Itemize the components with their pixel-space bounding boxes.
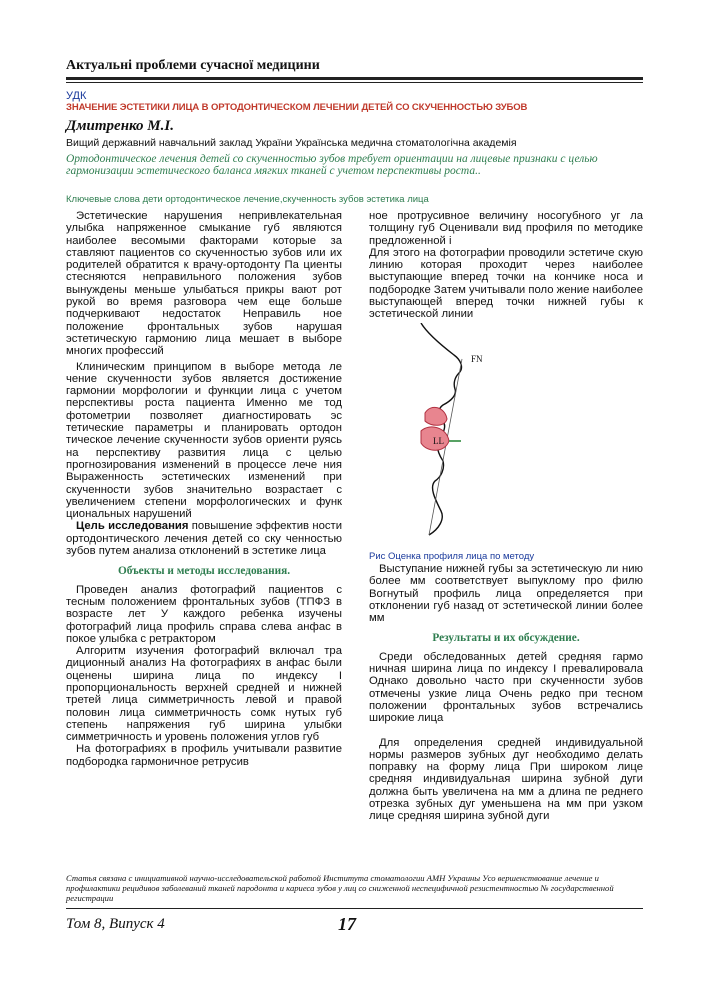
face-profile-drawing <box>369 323 643 551</box>
paragraph-clinical: Клиническим принципом в выборе метода ле чение скученности зубов является достижение гармонии морфологии и функции лица с учетом перспективы роста пациента Именно ме тод фотометрии позволяет диагностировать эс тетические параметры и планировать ортодон тическое лечение скученности зубов ориенти руясь на перспективу развития лица с целью прогнозирования изменений в процессе лече ния Выраженность эстетических изменений при скученности зубов значительно возрастает с увеличением степени морфологических и функ циональных нарушений <box>66 360 342 521</box>
section-heading-results: Результаты и их обсуждение. <box>432 632 580 645</box>
journal-header: Актуальні проблеми сучасної медицини <box>66 58 320 73</box>
section-heading-methods: Объекты и методы исследования. <box>117 565 291 578</box>
upper-lip-shape <box>425 407 447 425</box>
paragraph-lip-protrusion: Выступание нижней губы за эстетическую ли нию более мм соответствует выпуклому про филю Вогнутый профиль лица определяется при отклонении губ назад от эстетической линии более мм <box>369 562 643 625</box>
footer-rule <box>66 908 643 909</box>
figure-caption: Рис Оценка профиля лица по методу <box>369 550 535 562</box>
keywords: Ключевые слова дети ортодонтическое лечение,скученность зубов эстетика лица <box>66 194 429 205</box>
paragraph-profile: На фотографиях в профиль учитывали развитие подбородка гармоничное ретрусив <box>66 743 342 768</box>
paragraph-algorithm: Алгоритм изучения фотографий включал тра диционный анализ На фотографиях в анфас были оценены ширина лица по индексу І пропорциональность верхней средней и нижней третей лица симметричность левой и правой половин лица симметричность сомк нутых губ степень напряжения губ ширина улыбки симметричность и уровень положения углов губ <box>66 645 342 744</box>
left-column <box>66 210 342 768</box>
page-number: 17 <box>338 914 356 934</box>
paragraph-results: Среди обследованных детей средняя гармо ничная ширина лица по индексу І превалировала Однако довольно часто при скученности зубов отмечены узкие лица Очень редко при тесном положении фронтальных зубов встречались широкие лица <box>369 650 643 725</box>
abstract: Ортодонтическое лечения детей со скученностью зубов требует ориентации на лицевые признаки с целью гармонизации эстетического баланса мягких тканей с учетом перспективы роста.. <box>66 153 598 177</box>
header-rule-thin <box>66 82 643 83</box>
paragraph-goal <box>66 520 342 557</box>
paragraph-photos: Проведен анализ фотографий пациентов с тесным положением фронтальных зубов (ТПФЗ в возрасте лет У каждого ребенка изучены фотографий лица профиль справа слева анфас в покое улыбка с ретрактором <box>66 583 342 645</box>
paragraph-profile-cont: ное протрусивное величину носогубного уг ла толщину губ Оценивали вид профиля по методике предложенной і <box>369 210 643 247</box>
footnote: Статья связана с инициативной научно-исследовательской работой Института стоматологии АМН Украины Усо вершенствование лечение и профилактики рецидивов заболеваний тканей пародонта и кариеса зубов у лиц со сниженной неспецифичной резистентностью № государственной регистрации <box>66 873 614 903</box>
affiliation: Вищий державний навчальний заклад України Українська медична стоматологічна академія <box>66 137 517 149</box>
paragraph-arch-norms: Для определения средней индивидуальной нормы размеров зубных дуг необходимо делать поправку на форму лица При широком лице средняя индивидуальная ширина зубной дуги должна быть увеличена на мм а длина пе реднего отрезка зубных дуг уменьшена на мм при узком лице средняя ширина зубной дуги <box>369 736 643 823</box>
udk-label: УДК <box>66 90 87 102</box>
right-column <box>369 210 643 823</box>
label-ll: LL <box>433 435 444 446</box>
goal-label: Цель исследования <box>76 520 189 533</box>
profile-figure <box>369 323 643 551</box>
goal-text: повышение эффектив ности ортодонтического лечения детей со ску ченностью зубов путем анализа отклонений в эстетике лица <box>66 520 343 558</box>
author-name: Дмитренко М.І. <box>66 118 174 134</box>
label-fn: FN <box>471 353 483 364</box>
paragraph-intro: Эстетические нарушения непривлекательная улыбка напряженное смыкание губ являются наиболее весомыми факторами которые за ставляют пациентов со скученностью зубов или их родителей обратится к врачу-ортодонту Па циенты стесняются неправильного положения зубов вынуждены меньше улыбаться прикры вают рот рукой во время разговора чем еще больше подчеркивают недостаток Неправиль ное положение фронтальных зубов нарушая эстетическую гармонию лица мешает в выборе многих профессий <box>66 210 342 358</box>
volume-info: Том 8, Випуск 4 <box>66 916 165 932</box>
article-title: ЗНАЧЕНИЕ ЭСТЕТИКИ ЛИЦА В ОРТОДОНТИЧЕСКОМ ЛЕЧЕНИИ ДЕТЕЙ СО СКУЧЕННОСТЬЮ ЗУБОВ <box>66 102 528 113</box>
header-rule <box>66 77 643 80</box>
paragraph-esthetic-line: Для этого на фотографии проводили эстетиче скую линию которая проходит через наиболее выступающие вперед точки на кончике носа и подбородке Затем учитывали поло жение наиболее выступающей вперед точки нижней губы к эстетической линии <box>369 246 643 321</box>
